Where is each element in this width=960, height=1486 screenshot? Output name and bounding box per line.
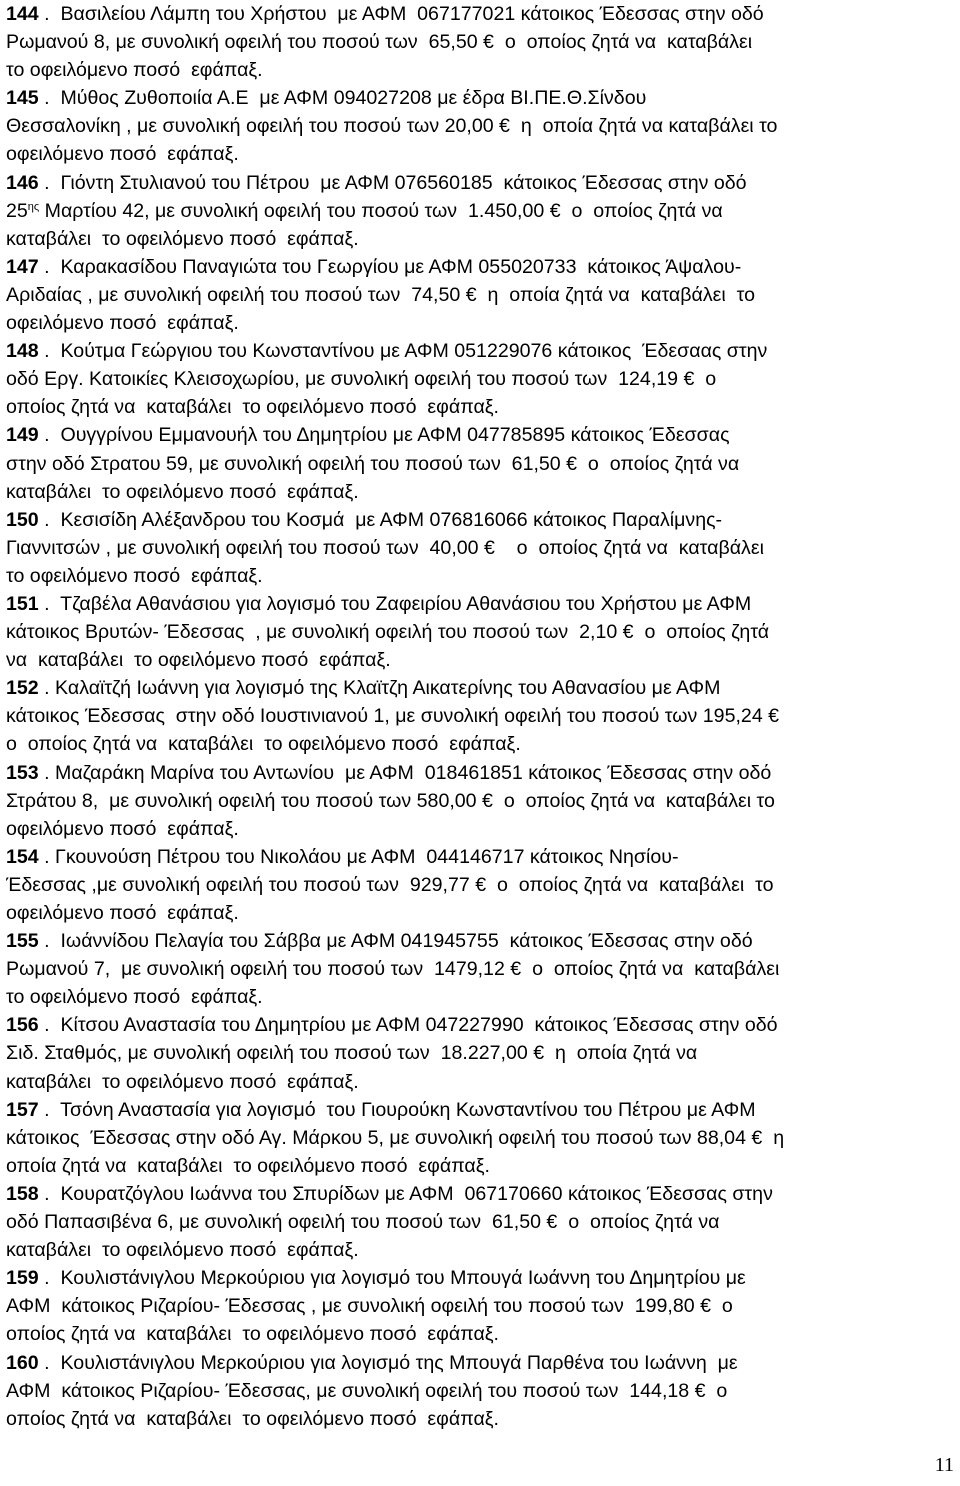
entry-line xyxy=(6,871,954,899)
entry-text: . Κούτμα Γεώργιου του Κωνσταντίνου με ΑΦΜ 051229076 κάτοικος Έδεσαας στην xyxy=(38,340,768,363)
entry-line xyxy=(6,1349,954,1377)
entry-number: 147 xyxy=(6,255,39,278)
list-item xyxy=(6,590,954,674)
entry-line xyxy=(6,1292,954,1320)
list-item xyxy=(6,927,954,1011)
entry-line xyxy=(6,337,954,365)
entry-line xyxy=(6,1039,954,1067)
entry-text: οδό Παπασιβένα 6, με συνολική οφειλή του ποσού των 61,50 € ο οποίος ζητά να xyxy=(6,1211,720,1234)
list-item xyxy=(6,759,954,843)
entry-line xyxy=(6,225,954,253)
entry-number: 146 xyxy=(6,171,39,194)
list-item xyxy=(6,843,954,927)
entry-text: οποίος ζητά να καταβάλει το οφειλόμενο ποσό εφάπαξ. xyxy=(6,396,499,419)
entry-text: το οφειλόμενο ποσό εφάπαξ. xyxy=(6,564,263,587)
entry-number: 145 xyxy=(6,87,39,110)
entry-line xyxy=(6,112,954,140)
entry-text: οποίος ζητά να καταβάλει το οφειλόμενο ποσό εφάπαξ. xyxy=(6,1323,499,1346)
entry-text: . Κουλιστάνιγλου Μερκούριου για λογισμό της Μπουγά Παρθένα του Ιωάννη με xyxy=(38,1351,738,1374)
entry-number: 153 xyxy=(6,761,39,784)
entry-line xyxy=(6,365,954,393)
entry-text: καταβάλει το οφειλόμενο ποσό εφάπαξ. xyxy=(6,1239,359,1262)
entry-line xyxy=(6,450,954,478)
entry-number: 149 xyxy=(6,424,39,447)
entry-number: 160 xyxy=(6,1351,39,1374)
entry-line xyxy=(6,1208,954,1236)
entry-text: κάτοικος Έδεσσας στην οδό Ιουστινιανού 1, με συνολική οφειλή του ποσού των 195,24 € xyxy=(6,705,780,728)
entry-text: . Μαζαράκη Μαρίνα του Αντωνίου με ΑΦΜ 018461851 κάτοικος Έδεσσας στην οδό xyxy=(38,761,772,784)
entry-text: οφειλόμενο ποσό εφάπαξ. xyxy=(6,312,239,335)
entry-text: Σιδ. Σταθμός, με συνολική οφειλή του ποσού των 18.227,00 € η οποία ζητά να xyxy=(6,1042,698,1065)
entry-line xyxy=(6,1096,954,1124)
entry-text: . Γιόντη Στυλιανού του Πέτρου με ΑΦΜ 076560185 κάτοικος Έδεσσας στην οδό xyxy=(38,171,747,194)
entry-line xyxy=(6,84,954,112)
entry-line xyxy=(6,1180,954,1208)
list-item xyxy=(6,1096,954,1180)
entry-line xyxy=(6,140,954,168)
entry-number: 158 xyxy=(6,1182,39,1205)
entry-line xyxy=(6,169,954,197)
entry-line xyxy=(6,983,954,1011)
entry-text: καταβάλει το οφειλόμενο ποσό εφάπαξ. xyxy=(6,1070,359,1093)
entry-text: . Κουλιστάνιγλου Μερκούριου για λογισμό του Μπουγά Ιωάννη του Δημητρίου με xyxy=(38,1267,746,1290)
entry-line xyxy=(6,0,954,28)
entry-text: να καταβάλει το οφειλόμενο ποσό εφάπαξ. xyxy=(6,649,391,672)
entry-text: . Κεσισίδη Αλέξανδρου του Κοσμά με ΑΦΜ 076816066 κάτοικος Παραλίμνης- xyxy=(38,508,723,531)
entry-text: Ρωμανού 7, με συνολική οφειλή του ποσού των 1479,12 € ο οποίος ζητά να καταβάλει xyxy=(6,958,780,981)
list-item xyxy=(6,337,954,421)
list-item xyxy=(6,253,954,337)
entry-line xyxy=(6,618,954,646)
entry-line xyxy=(6,478,954,506)
list-item xyxy=(6,1011,954,1095)
entry-text: . Ιωάννίδου Πελαγία του Σάββα με ΑΦΜ 041945755 κάτοικος Έδεσσας στην οδό xyxy=(38,930,753,953)
entry-text: . Καλαϊτζή Ιωάννη για λογισμό της Κλαϊτζη Αικατερίνης του Αθανασίου με ΑΦΜ xyxy=(38,677,721,700)
entry-line xyxy=(6,955,954,983)
entry-text: το οφειλόμενο ποσό εφάπαξ. xyxy=(6,59,263,82)
entry-line xyxy=(6,1320,954,1348)
entry-line xyxy=(6,421,954,449)
entry-text: οφειλόμενο ποσό εφάπαξ. xyxy=(6,143,239,166)
entry-number: 157 xyxy=(6,1098,39,1121)
entry-line xyxy=(6,28,954,56)
entry-line xyxy=(6,393,954,421)
list-item xyxy=(6,506,954,590)
entry-text: κάτοικος Έδεσσας στην οδό Αγ. Μάρκου 5, με συνολική οφειλή του ποσού των 88,04 € η xyxy=(6,1126,785,1149)
entry-number: 154 xyxy=(6,845,39,868)
list-item xyxy=(6,674,954,758)
entry-text: ο οποίος ζητά να καταβάλει το οφειλόμενο ποσό εφάπαξ. xyxy=(6,733,521,756)
entry-line xyxy=(6,197,954,225)
entry-number: 156 xyxy=(6,1014,39,1037)
entry-line xyxy=(6,815,954,843)
entry-text: οποίος ζητά να καταβάλει το οφειλόμενο ποσό εφάπαξ. xyxy=(6,1407,499,1430)
entry-line xyxy=(6,1264,954,1292)
entry-line xyxy=(6,1405,954,1433)
entry-line xyxy=(6,1124,954,1152)
entry-line xyxy=(6,506,954,534)
entry-number: 150 xyxy=(6,508,39,531)
entry-line xyxy=(6,787,954,815)
entry-line xyxy=(6,1068,954,1096)
entry-number: 151 xyxy=(6,592,39,615)
entry-line xyxy=(6,702,954,730)
entry-text: . Γκουνούση Πέτρου του Νικολάου με ΑΦΜ 044146717 κάτοικος Νησίου- xyxy=(38,845,679,868)
list-item xyxy=(6,1180,954,1264)
entry-number: 155 xyxy=(6,930,39,953)
entry-number: 148 xyxy=(6,340,39,363)
entry-number: 144 xyxy=(6,3,39,25)
entry-line xyxy=(6,674,954,702)
entry-text: . Μύθος Ζυθοποιία Α.Ε με ΑΦΜ 094027208 με έδρα ΒΙ.ΠΕ.Θ.Σίνδου xyxy=(38,87,647,110)
entry-line xyxy=(6,1011,954,1039)
entry-text: Γιαννιτσών , με συνολική οφειλή του ποσού των 40,00 € ο οποίος ζητά να καταβάλει xyxy=(6,536,764,559)
entry-line xyxy=(6,730,954,758)
entry-line xyxy=(6,281,954,309)
list-item xyxy=(6,84,954,168)
entry-text: . Ουγγρίνου Εμμανουήλ του Δημητρίου με ΑΦΜ 047785895 κάτοικος Έδεσσας xyxy=(38,424,730,447)
entry-line xyxy=(6,1152,954,1180)
entry-text: οδό Εργ. Κατοικίες Κλεισοχωρίου, με συνολική οφειλή του ποσού των 124,19 € ο xyxy=(6,368,717,391)
entry-text: καταβάλει το οφειλόμενο ποσό εφάπαξ. xyxy=(6,227,359,250)
entry-text: . Τζαβέλα Αθανάσιου για λογισμό του Ζαφειρίου Αθανάσιου του Χρήστου με ΑΦΜ xyxy=(38,592,752,615)
entry-text: . Τσόνη Αναστασία για λογισμό του Γιουρούκη Κωνσταντίνου του Πέτρου με ΑΦΜ xyxy=(38,1098,756,1121)
list-item xyxy=(6,1349,954,1433)
entry-line xyxy=(6,927,954,955)
entry-text: ΑΦΜ κάτοικος Ριζαρίου- Έδεσσας , με συνολική οφειλή του ποσού των 199,80 € ο xyxy=(6,1295,733,1318)
entry-text: Ρωμανού 8, με συνολική οφειλή του ποσού των 65,50 € ο οποίος ζητά να καταβάλει xyxy=(6,31,753,54)
list-item xyxy=(6,0,954,84)
entry-number: 159 xyxy=(6,1267,39,1290)
list-item xyxy=(6,1264,954,1348)
entry-line xyxy=(6,1377,954,1405)
entry-text: Στράτου 8, με συνολική οφειλή του ποσού των 580,00 € ο οποίος ζητά να καταβάλει το xyxy=(6,789,775,812)
entry-text: . Βασιλείου Λάμπη του Χρήστου με ΑΦΜ 067177021 κάτοικος Έδεσσας στην οδό xyxy=(38,3,764,25)
entry-text: . Κίτσου Αναστασία του Δημητρίου με ΑΦΜ 047227990 κάτοικος Έδεσσας στην οδό xyxy=(38,1014,778,1037)
entry-text: καταβάλει το οφειλόμενο ποσό εφάπαξ. xyxy=(6,480,359,503)
entry-text: Έδεσσας ,με συνολική οφειλή του ποσού των 929,77 € ο οποίος ζητά να καταβάλει το xyxy=(6,873,774,896)
entry-text: οφειλόμενο ποσό εφάπαξ. xyxy=(6,902,239,924)
entry-line xyxy=(6,899,954,927)
list-item xyxy=(6,169,954,253)
entry-line xyxy=(6,56,954,84)
entry-text: ΑΦΜ κάτοικος Ριζαρίου- Έδεσσας, με συνολική οφειλή του ποσού των 144,18 € ο xyxy=(6,1379,728,1402)
entry-line xyxy=(6,759,954,787)
entry-text: . Κουρατζόγλου Ιωάννα του Σπυρίδων με ΑΦΜ 067170660 κάτοικος Έδεσσας στην xyxy=(38,1182,773,1205)
entry-line xyxy=(6,253,954,281)
list-item xyxy=(6,421,954,505)
entry-text: Θεσσαλονίκη , με συνολική οφειλή του ποσού των 20,00 € η οποία ζητά να καταβάλει το xyxy=(6,115,778,138)
entry-line xyxy=(6,534,954,562)
entry-line xyxy=(6,646,954,674)
entry-text: οποία ζητά να καταβάλει το οφειλόμενο ποσό εφάπαξ. xyxy=(6,1154,490,1177)
entry-line xyxy=(6,843,954,871)
entry-text: το οφειλόμενο ποσό εφάπαξ. xyxy=(6,986,263,1009)
entry-text: $25^{\eta\varsigma}$ Μαρτίου 42, με συνολική οφειλή του ποσού των 1.450,00 € ο οποίος ζητά να xyxy=(6,199,723,222)
entry-line xyxy=(6,562,954,590)
page-number: 11 xyxy=(934,1454,954,1476)
entry-line xyxy=(6,590,954,618)
entry-text: . Καρακασίδου Παναγιώτα του Γεωργίου με ΑΦΜ 055020733 κάτοικος Άψαλου- xyxy=(38,255,742,278)
document-body xyxy=(6,0,954,1433)
entry-number: 152 xyxy=(6,677,39,700)
entry-line xyxy=(6,309,954,337)
entry-text: στην οδό Στρατου 59, με συνολική οφειλή του ποσού των 61,50 € ο οποίος ζητά να xyxy=(6,452,740,475)
entry-text: οφειλόμενο ποσό εφάπαξ. xyxy=(6,817,239,840)
entry-text: κάτοικος Βρυτών- Έδεσσας , με συνολική οφειλή του ποσού των 2,10 € ο οποίος ζητά xyxy=(6,621,770,644)
entry-line xyxy=(6,1236,954,1264)
entry-text: Αριδαίας , με συνολική οφειλή του ποσού των 74,50 € η οποία ζητά να καταβάλει το xyxy=(6,283,755,306)
